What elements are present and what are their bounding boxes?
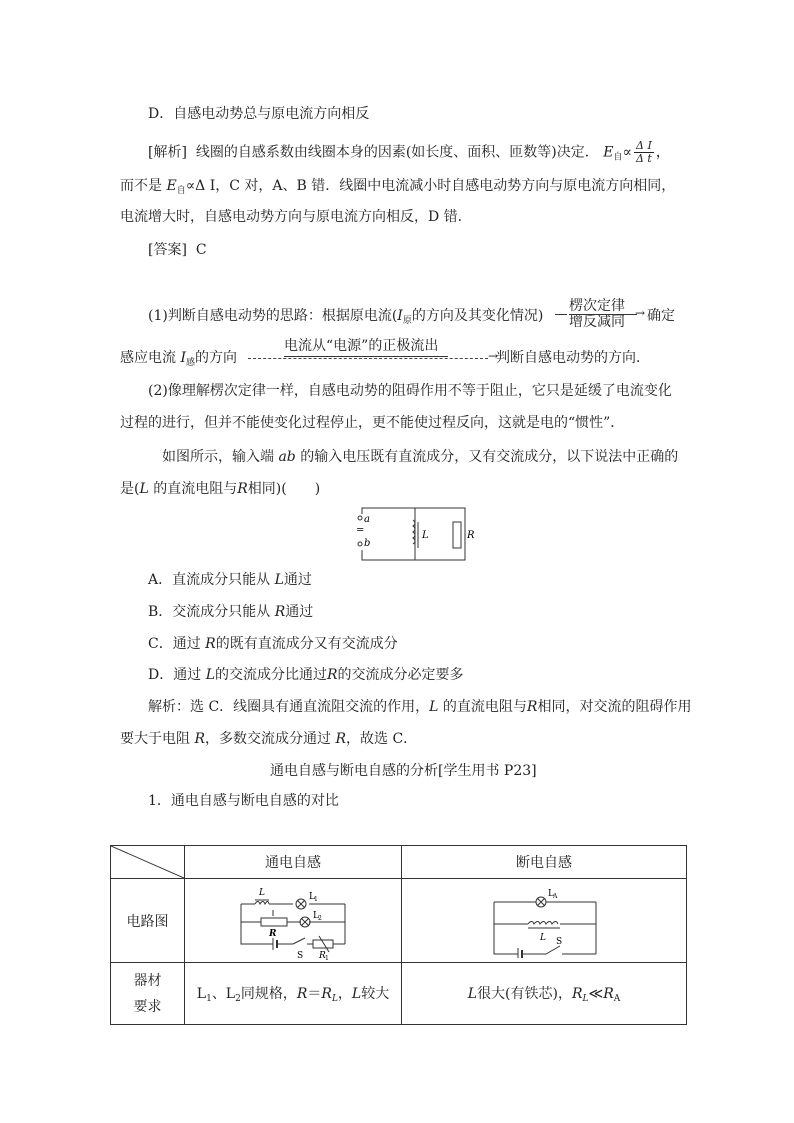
question-circuit-figure [350, 500, 480, 568]
r2c1-R: R [296, 986, 308, 1002]
solution-mid: 的直流电阻与 [442, 699, 527, 715]
fig2-L-label: L [540, 932, 546, 943]
option-d-pre: D．通过 [148, 667, 202, 683]
tip1-arrow [555, 298, 645, 334]
option-b-sym: R [274, 604, 286, 620]
table-row [111, 963, 687, 1025]
r2c2-L: L [467, 986, 478, 1002]
tip1-line2-pre: 感应电流 [120, 350, 176, 366]
delta-fraction [634, 140, 654, 165]
r2c1-l1sub: 1 [206, 994, 212, 1004]
option-d-sym: L [205, 667, 215, 683]
tip1-sym: I [397, 308, 403, 324]
fig-b-label: b [364, 538, 371, 549]
emf-symbol: E [603, 144, 614, 161]
tip1-line2-sym: I [180, 350, 186, 366]
fraction-numerator: Δ I [634, 140, 654, 153]
row1-label: 电路图 [111, 879, 185, 963]
question2-post: 相同)( ) [247, 481, 321, 497]
analysis-line2-mid: ∝Δ I，C 对，A、B 错．线圈中电流减小时自感电动势方向与原电流方向相同， [185, 178, 676, 194]
r2c1-RL: R [321, 986, 332, 1002]
tip2-line-2: 过程的进行，但并不能使变化过程停止，更不能使过程反向，这就是电的“惯性”． [120, 415, 625, 431]
row1-fig2-cell [402, 879, 687, 963]
answer-line [148, 240, 207, 260]
solution2-pre: 要大于电阻 [120, 731, 190, 747]
lamp-l2-cross-icon [302, 918, 309, 925]
option-d-post: 的交流成分比通过 [214, 667, 327, 683]
arrow2-label: 电流从“电源”的正极流出 [284, 338, 439, 354]
arrow-bot-label: 增反减同 [569, 314, 625, 330]
subsection-title: 1．通电自感与断电自感的对比 [148, 793, 339, 809]
option-c[interactable] [148, 634, 398, 654]
answer-value: C [195, 242, 207, 258]
analysis-text-1: 线圈的自感系数由线圈本身的因素(如长度、面积、匝数等)决定． [195, 144, 599, 161]
analysis-line-3: 电流增大时，自感电动势方向与原电流方向相反，D 错． [120, 209, 472, 225]
fig1-S-label: S [297, 950, 304, 960]
r2c1-eq: ＝ [307, 986, 322, 1002]
option-c-post: 的既有直流成分又有交流成分 [215, 636, 398, 652]
fig-a-label: a [364, 514, 370, 525]
row1-fig1-cell [185, 879, 402, 963]
solution-post: 相同，对交流的阻碍作用 [537, 699, 692, 715]
row2-label-2: 要求 [133, 998, 162, 1015]
r2c1-l2sub: 2 [235, 994, 241, 1004]
r2c2-R2sub: A [613, 994, 621, 1004]
fig1-R1-label: R [319, 950, 326, 960]
question-post: 的输入电压既有直流成分，又有交流成分，以下说法中正确的 [300, 449, 679, 465]
prop-symbol: ∝ [622, 144, 632, 161]
emf-sub: 自 [613, 152, 623, 163]
option-b-post: 通过 [285, 604, 314, 620]
question2-L: L [139, 481, 149, 497]
section-title: 通电自感与断电自感的分析[学生用书 P23] [270, 763, 537, 779]
arrow-top-label: 楞次定律 [569, 298, 625, 314]
row2-col1 [185, 963, 402, 1025]
r2c1-sep: 、L [211, 986, 236, 1002]
header-col2: 断电自感 [402, 846, 687, 879]
option-a[interactable] [148, 570, 312, 590]
r2c1-L: L [351, 986, 362, 1002]
r2c2-R: R [572, 986, 583, 1002]
comparison-table [110, 845, 687, 1025]
circuit-on-figure [233, 882, 353, 960]
option-c-pre: C．通过 [148, 636, 201, 652]
tip1-pre: (1)判断自感电动势的思路：根据原电流( [148, 308, 398, 324]
tip1-line-2 [120, 348, 237, 373]
table-corner [111, 846, 185, 879]
question-line-2 [120, 479, 320, 499]
option-d-post2: 的交流成分必定要多 [337, 667, 464, 683]
fig1-R1-sub: 1 [325, 954, 329, 960]
tip1-line-1 [148, 306, 543, 331]
r2c1-end: ， [337, 986, 352, 1002]
row2-label-1: 器材 [133, 972, 162, 989]
lamp-l1-cross-icon [298, 900, 305, 907]
fig1-L2-sub: 2 [318, 914, 322, 922]
fig-eq-label: = [356, 525, 365, 536]
lamp-la-cross-icon [538, 898, 545, 905]
answer-label: [答案] [148, 242, 187, 258]
arrow-head-icon: → [634, 306, 645, 320]
r2c2-R2: R [603, 986, 614, 1002]
solution-line-1 [148, 697, 691, 717]
analysis-line2-pre: 而不是 [120, 178, 162, 194]
r2c2-mid: 很大(有铁芯)， [477, 986, 572, 1002]
solution-R: R [526, 699, 538, 715]
tip1-arrow-2 [248, 338, 498, 368]
table-header-row [111, 846, 687, 879]
solution2-R2: R [335, 731, 346, 747]
fig2-LA-label: L [548, 888, 554, 899]
arrow2-head-icon: → [487, 349, 498, 363]
header-col1: 通电自感 [185, 846, 402, 879]
analysis-line-2 [120, 176, 675, 201]
inductor-icon [255, 901, 269, 904]
terminal-b-icon [358, 542, 362, 546]
inductor-icon [528, 921, 558, 924]
emf-symbol-2: E [166, 178, 177, 194]
r2c2-ll: ≪ [588, 986, 604, 1002]
tip1-line2-end: 判断自感电动势的方向． [496, 350, 650, 366]
emf-sub-2: 自 [176, 186, 186, 196]
tip1-sym-sub: 原 [402, 316, 412, 326]
question-pre: 如图所示，输入端 [162, 449, 274, 465]
fig1-R-label: R [269, 928, 277, 939]
tip1-line2-sub: 感 [185, 358, 195, 368]
option-d[interactable] [148, 665, 464, 685]
option-b[interactable] [148, 602, 313, 622]
option-a-sym: L [274, 572, 284, 588]
table-row [111, 879, 687, 963]
fig1-L-label: L [259, 887, 265, 898]
solution-line-2 [120, 729, 417, 749]
solution-pre: 解析：选 C．线圈具有通直流阻交流的作用， [148, 699, 430, 715]
question2-mid: 的直流电阻与 [153, 481, 238, 497]
tip1-post: 的方向及其变化情况) [411, 308, 544, 324]
fig2-S-label: S [556, 936, 563, 947]
solution2-post: ，故选 C． [346, 731, 418, 747]
fig-R-label: R [467, 530, 475, 541]
r2c1-mid: 同规格， [240, 986, 297, 1002]
circuit-off-figure [484, 884, 604, 958]
terminal-a-icon [358, 516, 362, 520]
option-d-sym2: R [326, 667, 338, 683]
question2-pre: 是( [120, 481, 140, 497]
prev-option-d: D．自感电动势总与原电流方向相反 [148, 106, 370, 122]
fig-L-label: L [422, 530, 429, 541]
r2c1-l: L [196, 986, 207, 1002]
fig1-L1-label: L [309, 891, 315, 902]
fig1-L1-sub: 1 [314, 895, 318, 903]
tip1-line2-mid: 的方向 [195, 350, 237, 366]
fig1-L2-label: L [313, 910, 319, 921]
option-c-sym: R [205, 636, 216, 652]
r2c1-RLsub: L [331, 994, 338, 1004]
fig2-LA-sub: A [553, 892, 558, 900]
solution2-mid: ，多数交流成分通过 [205, 731, 331, 747]
question2-R: R [237, 481, 248, 497]
tip2-line-1: (2)像理解楞次定律一样，自感电动势的阻碍作用不等于阻止，它只是延缓了电流变化 [148, 383, 672, 399]
solution2-R: R [194, 731, 205, 747]
analysis-label: [解析] [148, 144, 187, 161]
tip1-end: 确定 [647, 308, 675, 324]
option-a-post: 通过 [283, 572, 312, 588]
solution-L: L [429, 699, 439, 715]
r2c1-big: 较大 [361, 986, 390, 1002]
diagonal-line-icon [111, 846, 184, 878]
fraction-denominator: Δ t [635, 152, 652, 165]
row2-col2 [402, 963, 687, 1025]
option-a-pre: A．直流成分只能从 [148, 572, 271, 588]
comma: ， [655, 144, 670, 161]
question-ab: ab [278, 449, 296, 465]
r2c2-Rsub: L [582, 994, 589, 1004]
analysis-line-1 [148, 140, 670, 168]
row2-label [111, 963, 185, 1025]
option-b-pre: B．交流成分只能从 [148, 604, 271, 620]
question-line-1 [162, 447, 678, 467]
